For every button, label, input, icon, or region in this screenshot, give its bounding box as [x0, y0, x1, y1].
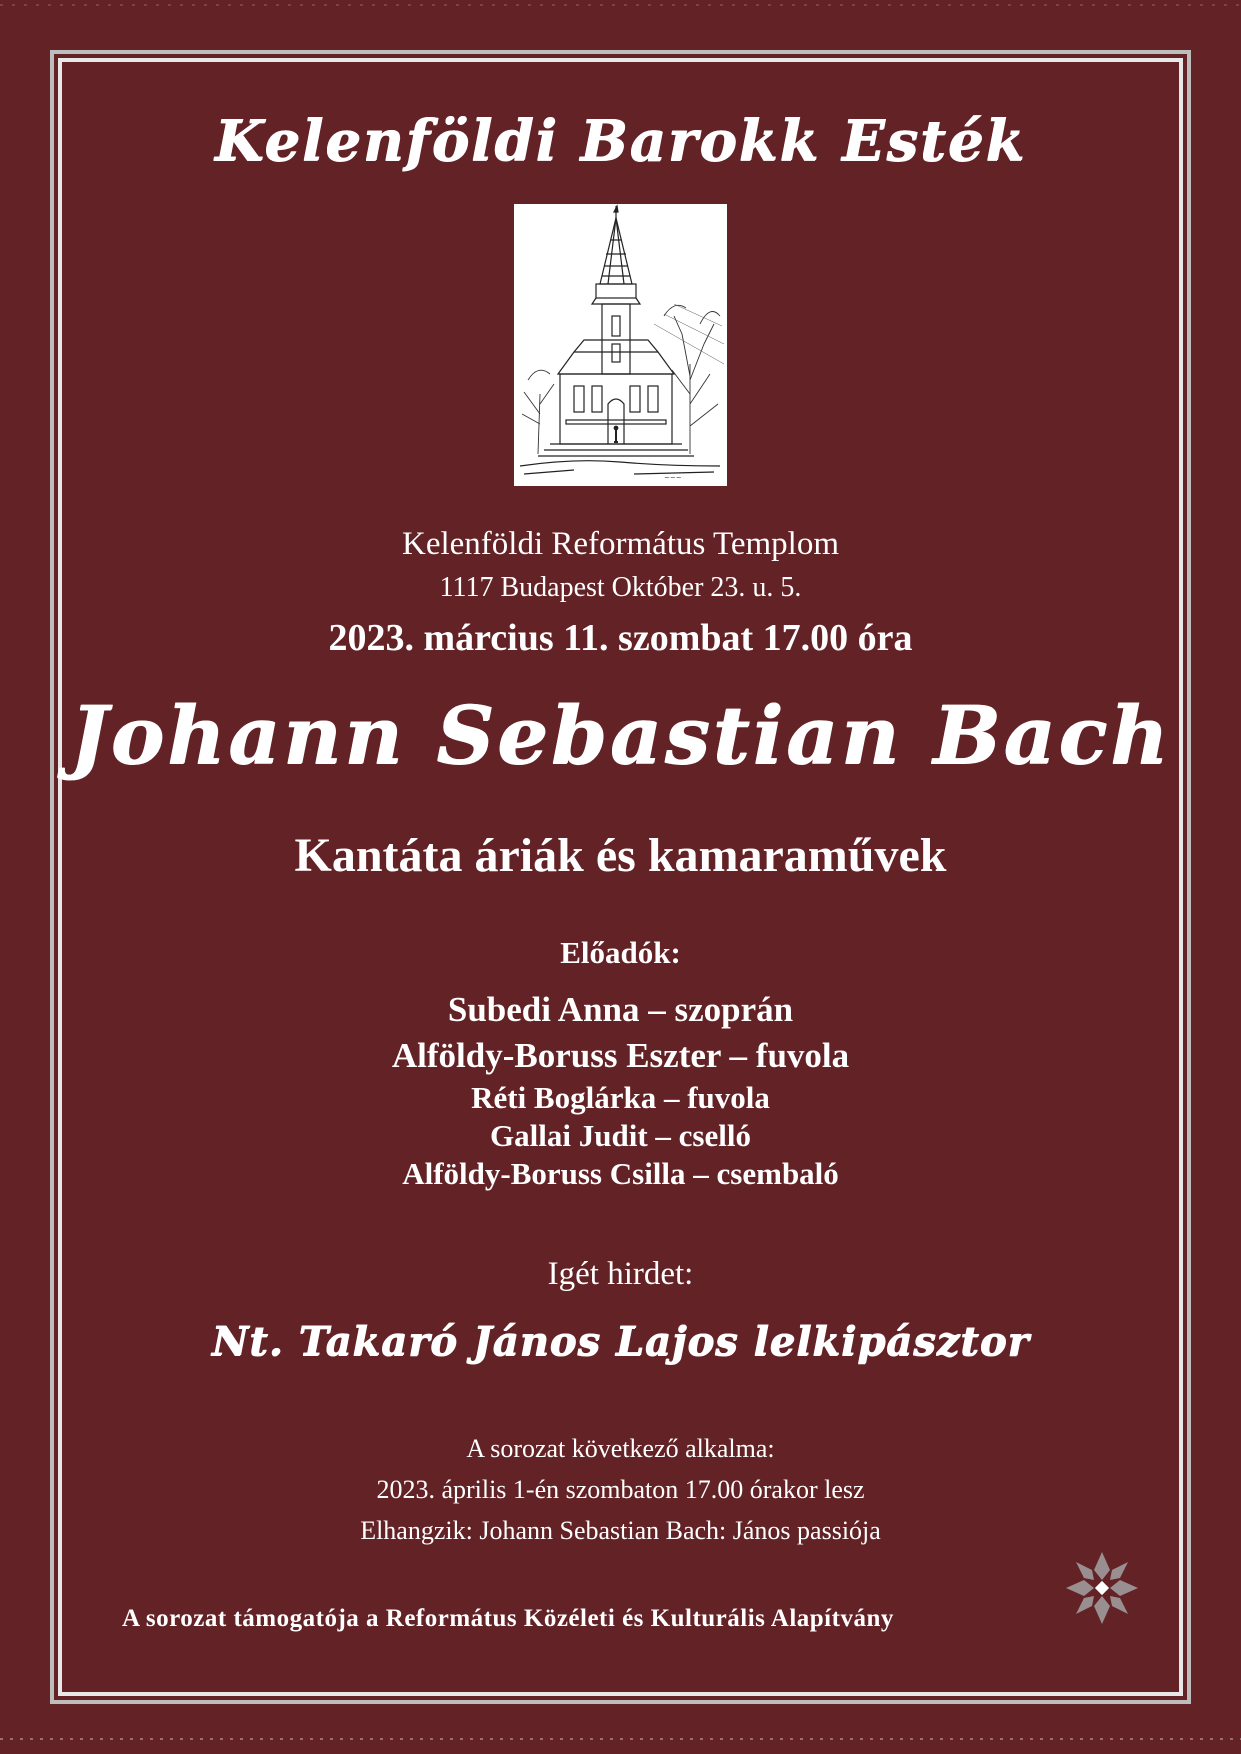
performer-item: Subedi Anna – szoprán — [447, 990, 794, 1029]
svg-text:~~~: ~~~ — [664, 474, 682, 482]
preacher-name: Nt. Takaró János Lajos lelkipásztor — [211, 1318, 1030, 1365]
sponsor-text: A sorozat támogatója a Református Közéleti és Kulturális Alapítvány — [122, 1605, 894, 1632]
bottom-dotted-edge — [0, 1738, 1241, 1740]
next-event-date: 2023. április 1-én szombaton 17.00 órakor lesz — [376, 1475, 865, 1504]
next-event-label: A sorozat következő alkalma: — [466, 1434, 775, 1463]
composer-name: Johann Sebastian Bach — [69, 688, 1172, 782]
performer-item: Réti Boglárka – fuvola — [471, 1080, 770, 1115]
program-title: Kantáta áriák és kamaraművek — [294, 829, 947, 882]
star-emblem-icon — [1064, 1550, 1140, 1626]
sermon-label: Igét hirdet: — [547, 1256, 694, 1292]
performers-label: Előadók: — [560, 935, 681, 970]
next-event-piece: Elhangzik: Johann Sebastian Bach: János passiója — [360, 1516, 881, 1545]
performer-item: Alföldy-Boruss Csilla – csembaló — [402, 1156, 839, 1191]
event-date: 2023. március 11. szombat 17.00 óra — [328, 617, 913, 659]
performer-item: Alföldy-Boruss Eszter – fuvola — [391, 1036, 850, 1075]
church-drawing-icon — [514, 204, 727, 486]
performer-item: Gallai Judit – cselló — [490, 1118, 751, 1153]
venue-name: Kelenföldi Református Templom — [402, 526, 839, 562]
top-dotted-edge — [0, 4, 1241, 6]
venue-address: 1117 Budapest Október 23. u. 5. — [439, 572, 802, 603]
series-title: Kelenföldi Barokk Esték — [214, 108, 1027, 174]
